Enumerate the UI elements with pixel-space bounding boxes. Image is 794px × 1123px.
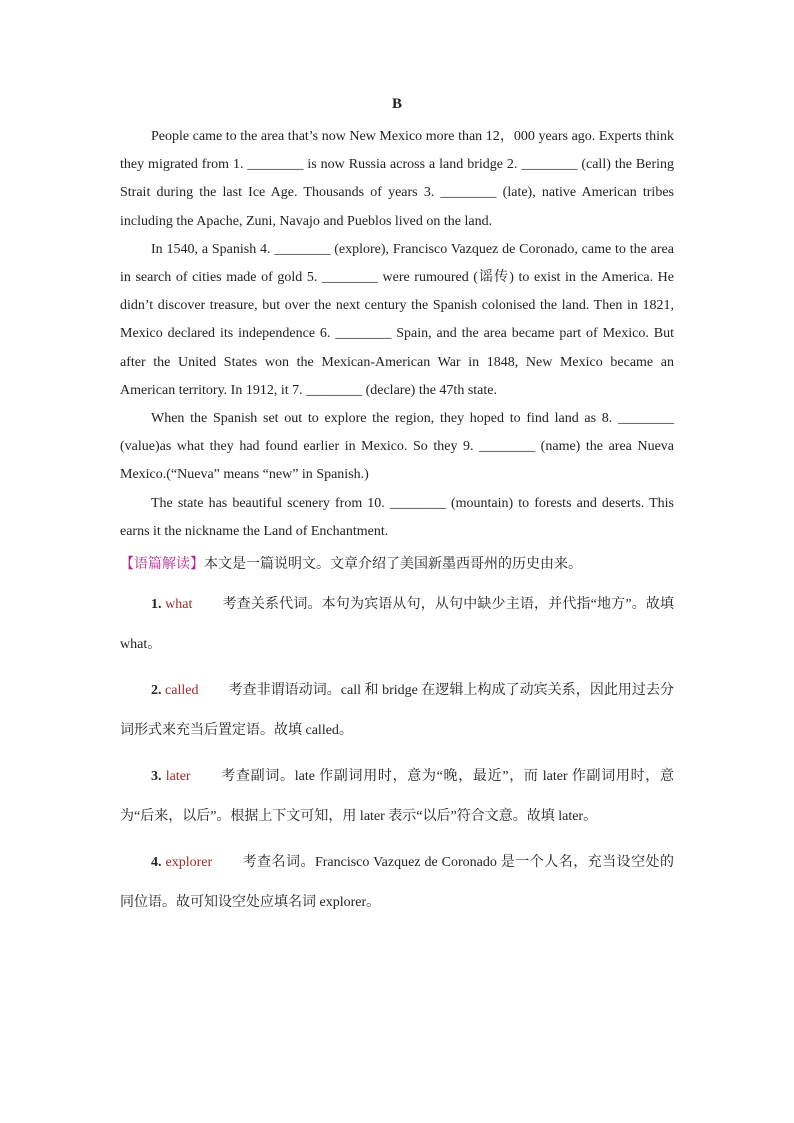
passage-paragraph-2: In 1540, a Spanish 4. ________ (explore), Francisco Vazquez de Coronado, came to the area in search of cities made of gold 5. ________ were rumoured (谣传) to exist in the America. He didn’t discover treasure, but over the next century the Spanish colonised the land. Then in 1821, Mexico declared its independence 6. ________ Spain, and the area became part of Mexico. But after the United States won the Mexican-American War in 1848, New Mexico became an American territory. In 1912, it 7. ________ (declare) the 47th state. <box>120 241 674 398</box>
answer-explanation: 考查非谓语动词。call 和 bridge 在逻辑上构成了动宾关系，因此用过去分词形式来充当后置定语。故填 called。 <box>120 683 674 739</box>
answer-number: 2. <box>151 683 162 699</box>
passage-paragraph-3: When the Spanish set out to explore the region, they hoped to find land as 8. ________ (value)as what they had found earlier in Mexico. So they 9. ________ (name) the area Nueva Mexico.(“Nueva” means “new” in Spanish.) <box>120 411 674 483</box>
answer-item <box>120 843 674 923</box>
answer-item <box>120 757 674 837</box>
answer-word: called <box>165 683 199 699</box>
answer-word: explorer <box>165 855 213 871</box>
document-page <box>120 96 674 923</box>
answer-word: later <box>165 769 191 785</box>
analysis-block <box>120 551 674 579</box>
passage-paragraph-4: The state has beautiful scenery from 10. ________ (mountain) to forests and deserts. This earns it the nickname the Land of Enchantment. <box>120 495 674 539</box>
section-title: B <box>391 96 402 112</box>
analysis-label: 【语篇解读】 <box>120 557 204 573</box>
answer-word: what <box>165 597 193 613</box>
answer-explanation: 考查副词。late 作副词用时，意为“晚，最近”，而 later 作副词用时，意为“后来，以后”。根据上下文可知，用 later 表示“以后”符合文意。故填 later。 <box>120 769 674 825</box>
answer-number: 4. <box>151 855 162 871</box>
analysis-text: 本文是一篇说明文。文章介绍了美国新墨西哥州的历史由来。 <box>204 557 582 573</box>
answer-explanation: 考查关系代词。本句为宾语从句，从句中缺少主语，并代指“地方”。故填 what。 <box>120 597 675 653</box>
answer-number: 1. <box>151 597 162 613</box>
answer-explanation: 考查名词。Francisco Vazquez de Coronado 是一个人名，充当设空处的同位语。故可知设空处应填名词 explorer。 <box>120 855 675 911</box>
answer-number: 3. <box>151 769 162 785</box>
answer-item <box>120 585 674 665</box>
passage-paragraph-1: People came to the area that’s now New Mexico more than 12，000 years ago. Experts think they migrated from 1. ________ is now Russia across a land bridge 2. ________ (call) the Bering Strait during the last Ice Age. Thousands of years 3. ________ (late), native American tribes including the Apache, Zuni, Navajo and Pueblos lived on the land. <box>120 129 674 229</box>
answer-item <box>120 671 674 751</box>
